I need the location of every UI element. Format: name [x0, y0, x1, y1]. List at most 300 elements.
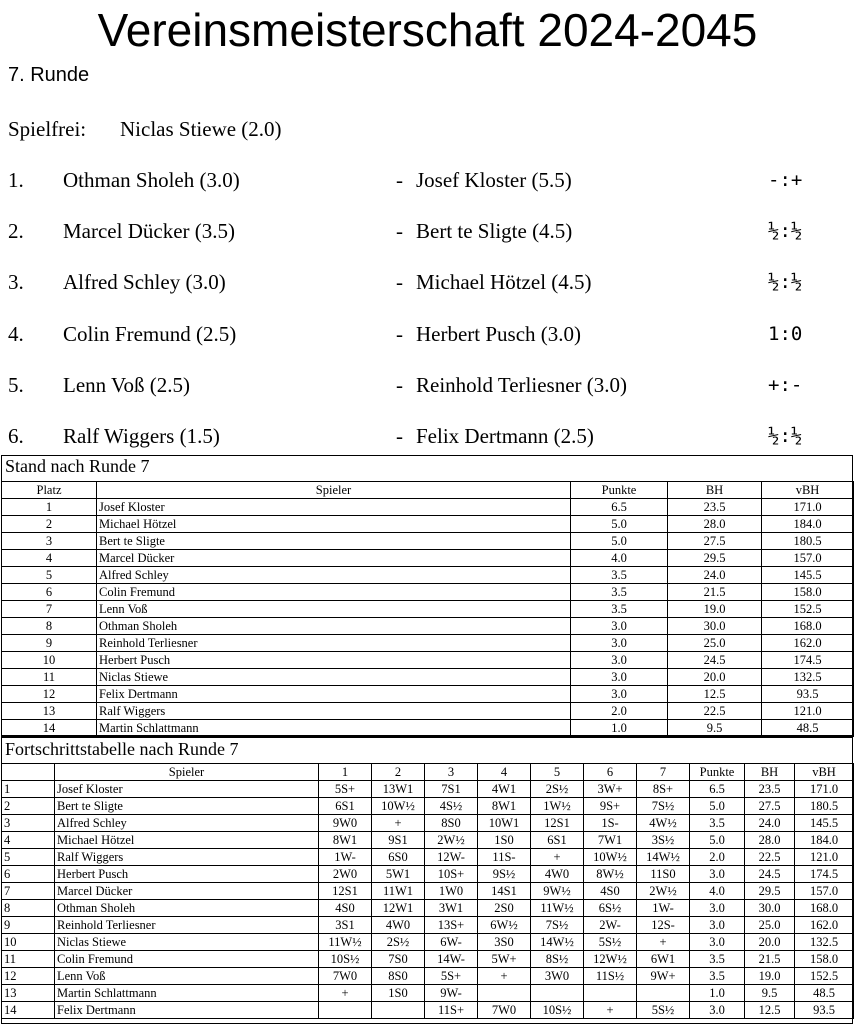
table-cell: 14W½ — [637, 849, 690, 866]
table-cell: 7W1 — [584, 832, 637, 849]
table-cell: 23.5 — [745, 781, 795, 798]
column-header: Spieler — [97, 482, 571, 499]
pairing-row — [0, 218, 855, 244]
table-cell: 3.5 — [571, 567, 668, 584]
table-cell: 184.0 — [795, 832, 854, 849]
table-cell: 14W½ — [531, 934, 584, 951]
column-header: 4 — [478, 764, 531, 781]
table-cell: 4S0 — [584, 883, 637, 900]
table-cell: 5W1 — [372, 866, 425, 883]
column-header: 6 — [584, 764, 637, 781]
table-cell: 2W0 — [319, 866, 372, 883]
pairing-row — [0, 167, 855, 193]
table-row — [2, 516, 854, 533]
table-cell: 2W½ — [637, 883, 690, 900]
table-cell: 3 — [2, 533, 97, 550]
pairing-dash: - — [396, 168, 403, 192]
table-row — [2, 917, 854, 934]
pairing-row — [0, 321, 855, 347]
player-name-cell: Martin Schlattmann — [97, 720, 571, 737]
table-cell: 12W½ — [584, 951, 637, 968]
table-cell: 7S½ — [637, 798, 690, 815]
table-cell — [584, 985, 637, 1002]
table-cell: 13S+ — [425, 917, 478, 934]
table-cell: 3 — [2, 815, 55, 832]
table-row — [2, 635, 854, 652]
table-cell: 9S+ — [584, 798, 637, 815]
table-cell: 4 — [2, 832, 55, 849]
table-cell: 6.5 — [571, 499, 668, 516]
table-cell: 7W0 — [319, 968, 372, 985]
table-cell: 4 — [2, 550, 97, 567]
table-cell: 162.0 — [762, 635, 854, 652]
table-cell: 5S½ — [637, 1002, 690, 1019]
table-cell: 5.0 — [571, 533, 668, 550]
player-name-cell: Othman Sholeh — [97, 618, 571, 635]
player-name-cell: Josef Kloster — [55, 781, 319, 798]
table-cell: 162.0 — [795, 917, 854, 934]
table-cell: 8S+ — [637, 781, 690, 798]
table-cell: 3.0 — [690, 934, 745, 951]
table-cell: 30.0 — [668, 618, 762, 635]
table-cell: 12W1 — [372, 900, 425, 917]
table-row — [2, 703, 854, 720]
table-cell: 3S½ — [637, 832, 690, 849]
table-cell: 13 — [2, 985, 55, 1002]
table-cell: 3.0 — [571, 618, 668, 635]
table-cell: 13W1 — [372, 781, 425, 798]
table-cell: 8 — [2, 900, 55, 917]
table-row — [2, 550, 854, 567]
table-cell: 3.0 — [571, 652, 668, 669]
table-cell: 1S- — [584, 815, 637, 832]
column-header: BH — [745, 764, 795, 781]
table-cell: 3.0 — [571, 686, 668, 703]
table-cell: 2S0 — [478, 900, 531, 917]
table-cell: 8S0 — [372, 968, 425, 985]
table-cell: 9W- — [425, 985, 478, 1002]
table-cell: 5 — [2, 567, 97, 584]
table-cell: 9.5 — [745, 985, 795, 1002]
table-cell: 6S0 — [372, 849, 425, 866]
column-header: Punkte — [571, 482, 668, 499]
table-cell: 6S1 — [531, 832, 584, 849]
table-cell: 10 — [2, 652, 97, 669]
table-cell: 9W½ — [531, 883, 584, 900]
table-cell: 11S+ — [425, 1002, 478, 1019]
table-cell: 10W½ — [584, 849, 637, 866]
pairing-dash: - — [396, 372, 403, 397]
table-cell: 2.0 — [571, 703, 668, 720]
table-cell: 5S+ — [319, 781, 372, 798]
table-cell: 14 — [2, 720, 97, 737]
table-cell: 12S1 — [319, 883, 372, 900]
table-cell: 24.0 — [745, 815, 795, 832]
pairing-number: 6. — [8, 424, 24, 448]
table-cell: 4S½ — [425, 798, 478, 815]
table-cell: 6W- — [425, 934, 478, 951]
table-cell: 7W0 — [478, 1002, 531, 1019]
table-cell: 29.5 — [745, 883, 795, 900]
player-name-cell: Herbert Pusch — [55, 866, 319, 883]
table-cell — [637, 985, 690, 1002]
table-cell: 7 — [2, 883, 55, 900]
table-row — [2, 934, 854, 951]
table-cell: 3.5 — [690, 968, 745, 985]
table-cell: 7 — [2, 601, 97, 618]
table-cell: 12.5 — [668, 686, 762, 703]
table-cell: 12S1 — [531, 815, 584, 832]
table-cell: 2 — [2, 516, 97, 533]
table-cell — [531, 985, 584, 1002]
table-cell: 12.5 — [745, 1002, 795, 1019]
player-name-cell: Othman Sholeh — [55, 900, 319, 917]
column-header: 5 — [531, 764, 584, 781]
player-name-cell: Michael Hötzel — [97, 516, 571, 533]
table-cell: 11S½ — [584, 968, 637, 985]
table-cell: 7S0 — [372, 951, 425, 968]
table-cell — [319, 1002, 372, 1019]
table-cell: 5S½ — [584, 934, 637, 951]
table-cell: 184.0 — [762, 516, 854, 533]
table-cell: 25.0 — [745, 917, 795, 934]
table-cell: 10 — [2, 934, 55, 951]
table-cell: 14W- — [425, 951, 478, 968]
column-header: 7 — [637, 764, 690, 781]
player-name-cell: Bert te Sligte — [55, 798, 319, 815]
table-cell: 4W½ — [637, 815, 690, 832]
table-cell: 8 — [2, 618, 97, 635]
table-cell: 180.5 — [762, 533, 854, 550]
table-cell: 24.0 — [668, 567, 762, 584]
pairing-row — [0, 372, 855, 398]
table-cell: 152.5 — [795, 968, 854, 985]
player-name-cell: Lenn Voß — [55, 968, 319, 985]
progress-table — [1, 763, 854, 1019]
table-cell: 2.0 — [690, 849, 745, 866]
column-header: 3 — [425, 764, 478, 781]
table-cell: 2S½ — [372, 934, 425, 951]
table-cell: 121.0 — [762, 703, 854, 720]
column-header — [2, 764, 55, 781]
player-name-cell: Josef Kloster — [97, 499, 571, 516]
pairing-number: 5. — [8, 372, 24, 397]
table-row — [2, 968, 854, 985]
table-cell: 6 — [2, 866, 55, 883]
table-cell: 4W0 — [372, 917, 425, 934]
table-cell: 6 — [2, 584, 97, 601]
column-header: vBH — [762, 482, 854, 499]
table-cell: 3.0 — [571, 669, 668, 686]
table-cell: 2W½ — [425, 832, 478, 849]
round-label: 7. Runde — [8, 64, 90, 86]
table-cell: 4S0 — [319, 900, 372, 917]
table-cell: 30.0 — [745, 900, 795, 917]
player-name-cell: Martin Schlattmann — [55, 985, 319, 1002]
pairing-row — [0, 269, 855, 295]
table-cell: 11S- — [478, 849, 531, 866]
player-name-cell: Reinhold Terliesner — [55, 917, 319, 934]
table-cell: 11W½ — [531, 900, 584, 917]
table-row — [2, 849, 854, 866]
table-cell: 158.0 — [762, 584, 854, 601]
pairing-number: 3. — [8, 270, 24, 295]
table-row — [2, 720, 854, 737]
table-cell: 12 — [2, 686, 97, 703]
bye-label: Spielfrei: — [8, 117, 87, 141]
black-player: Michael Hötzel (4.5) — [416, 270, 592, 295]
table-cell: 10S+ — [425, 866, 478, 883]
table-cell: 1 — [2, 781, 55, 798]
table-cell: 7S½ — [531, 917, 584, 934]
table-cell: 5.0 — [571, 516, 668, 533]
table-cell: 19.0 — [745, 968, 795, 985]
white-player: Ralf Wiggers (1.5) — [63, 424, 220, 448]
bye-player: Niclas Stiewe (2.0) — [120, 117, 282, 141]
table-cell: 12S- — [637, 917, 690, 934]
table-row — [2, 533, 854, 550]
table-cell: 1S0 — [478, 832, 531, 849]
table-cell: 9.5 — [668, 720, 762, 737]
black-player: Felix Dertmann (2.5) — [416, 424, 594, 448]
player-name-cell: Marcel Dücker — [97, 550, 571, 567]
pairing-result: 1:0 — [768, 322, 803, 345]
table-cell: + — [478, 968, 531, 985]
table-cell: 10S½ — [319, 951, 372, 968]
player-name-cell: Felix Dertmann — [97, 686, 571, 703]
table-row — [2, 1002, 854, 1019]
black-player: Josef Kloster (5.5) — [416, 168, 572, 192]
table-cell: 11 — [2, 951, 55, 968]
table-cell: 5.0 — [690, 798, 745, 815]
standings-title: Stand nach Runde 7 — [5, 456, 150, 476]
table-cell: 1.0 — [690, 985, 745, 1002]
table-row — [2, 798, 854, 815]
table-cell: 157.0 — [762, 550, 854, 567]
page-title: Vereinsmeisterschaft 2024-2045 — [97, 4, 758, 56]
table-cell: 174.5 — [795, 866, 854, 883]
table-cell: 1.0 — [571, 720, 668, 737]
table-row — [2, 985, 854, 1002]
table-cell: 6W1 — [637, 951, 690, 968]
player-name-cell: Felix Dertmann — [55, 1002, 319, 1019]
pairing-result: +:- — [768, 373, 803, 396]
column-header: Platz — [2, 482, 97, 499]
pairing-result: ½:½ — [768, 271, 803, 294]
table-cell: 4.0 — [690, 883, 745, 900]
player-name-cell: Alfred Schley — [97, 567, 571, 584]
table-cell: + — [584, 1002, 637, 1019]
pairing-dash: - — [396, 321, 403, 346]
table-cell: 12W- — [425, 849, 478, 866]
player-name-cell: Lenn Voß — [97, 601, 571, 618]
black-player: Herbert Pusch (3.0) — [416, 321, 582, 346]
column-header: Punkte — [690, 764, 745, 781]
table-cell: 9 — [2, 917, 55, 934]
table-cell: 8W1 — [319, 832, 372, 849]
player-name-cell: Ralf Wiggers — [97, 703, 571, 720]
table-cell: 145.5 — [762, 567, 854, 584]
table-cell: 9W0 — [319, 815, 372, 832]
table-cell: 171.0 — [762, 499, 854, 516]
table-cell: 1W- — [637, 900, 690, 917]
table-cell: 6S1 — [319, 798, 372, 815]
table-cell: 9S½ — [478, 866, 531, 883]
table-cell: 21.5 — [668, 584, 762, 601]
pairing-number: 4. — [8, 321, 24, 346]
table-cell: 6W½ — [478, 917, 531, 934]
table-cell: 20.0 — [745, 934, 795, 951]
pairing-row — [0, 423, 855, 449]
bye-line — [8, 116, 282, 142]
table-cell: 6.5 — [690, 781, 745, 798]
table-cell: 6S½ — [584, 900, 637, 917]
table-cell: 11W1 — [372, 883, 425, 900]
table-cell: 168.0 — [795, 900, 854, 917]
table-cell: 11 — [2, 669, 97, 686]
table-cell: 22.5 — [745, 849, 795, 866]
player-name-cell: Niclas Stiewe — [97, 669, 571, 686]
column-header: 2 — [372, 764, 425, 781]
white-player: Marcel Dücker (3.5) — [63, 219, 235, 244]
table-cell: 8S½ — [531, 951, 584, 968]
table-cell: 19.0 — [668, 601, 762, 618]
player-name-cell: Colin Fremund — [97, 584, 571, 601]
table-cell: + — [372, 815, 425, 832]
table-row — [2, 584, 854, 601]
table-cell: 93.5 — [795, 1002, 854, 1019]
column-header: Spieler — [55, 764, 319, 781]
table-cell: + — [637, 934, 690, 951]
table-cell: 8W1 — [478, 798, 531, 815]
pairing-result: ½:½ — [768, 220, 803, 243]
white-player: Lenn Voß (2.5) — [63, 372, 190, 397]
table-cell: 2W- — [584, 917, 637, 934]
player-name-cell: Niclas Stiewe — [55, 934, 319, 951]
pairing-dash: - — [396, 219, 403, 244]
table-cell: 3.5 — [690, 951, 745, 968]
pairing-dash: - — [396, 270, 403, 295]
table-cell: 25.0 — [668, 635, 762, 652]
table-cell: 1W½ — [531, 798, 584, 815]
table-cell: 5 — [2, 849, 55, 866]
table-cell: 132.5 — [762, 669, 854, 686]
table-cell: 168.0 — [762, 618, 854, 635]
pairing-result: -:+ — [768, 169, 803, 191]
player-name-cell: Alfred Schley — [55, 815, 319, 832]
table-cell: 9S1 — [372, 832, 425, 849]
table-cell: 145.5 — [795, 815, 854, 832]
table-cell: 11W½ — [319, 934, 372, 951]
table-cell: 20.0 — [668, 669, 762, 686]
white-player: Alfred Schley (3.0) — [63, 270, 226, 295]
table-cell: 14 — [2, 1002, 55, 1019]
pairing-number: 2. — [8, 219, 24, 244]
column-header: 1 — [319, 764, 372, 781]
table-cell: 11S0 — [637, 866, 690, 883]
table-row — [2, 567, 854, 584]
table-cell: 23.5 — [668, 499, 762, 516]
table-cell: 3S0 — [478, 934, 531, 951]
player-name-cell: Colin Fremund — [55, 951, 319, 968]
table-cell: 48.5 — [795, 985, 854, 1002]
table-cell: 9W+ — [637, 968, 690, 985]
table-cell: 24.5 — [745, 866, 795, 883]
table-row — [2, 601, 854, 618]
table-cell: 28.0 — [668, 516, 762, 533]
table-cell: 13 — [2, 703, 97, 720]
table-row — [2, 618, 854, 635]
table-cell — [372, 1002, 425, 1019]
table-cell: 180.5 — [795, 798, 854, 815]
player-name-cell: Bert te Sligte — [97, 533, 571, 550]
pairing-number: 1. — [8, 168, 24, 192]
table-cell: 157.0 — [795, 883, 854, 900]
table-cell: 10S½ — [531, 1002, 584, 1019]
white-player: Colin Fremund (2.5) — [63, 321, 237, 346]
table-cell: 3.0 — [571, 635, 668, 652]
table-cell: 3.0 — [690, 917, 745, 934]
table-cell: 3.0 — [690, 866, 745, 883]
table-cell: + — [531, 849, 584, 866]
table-cell: 3W+ — [584, 781, 637, 798]
table-cell: 3S1 — [319, 917, 372, 934]
table-cell: 4.0 — [571, 550, 668, 567]
table-cell: 21.5 — [745, 951, 795, 968]
table-cell: 152.5 — [762, 601, 854, 618]
table-row — [2, 815, 854, 832]
table-cell: 8S0 — [425, 815, 478, 832]
table-cell: 10W½ — [372, 798, 425, 815]
player-name-cell: Ralf Wiggers — [55, 849, 319, 866]
table-cell: 1 — [2, 499, 97, 516]
table-cell: 2 — [2, 798, 55, 815]
table-cell: 3W1 — [425, 900, 478, 917]
standings-table — [1, 481, 854, 737]
player-name-cell: Reinhold Terliesner — [97, 635, 571, 652]
column-header: BH — [668, 482, 762, 499]
table-row — [2, 652, 854, 669]
table-cell — [478, 985, 531, 1002]
table-row — [2, 883, 854, 900]
table-row — [2, 866, 854, 883]
black-player: Reinhold Terliesner (3.0) — [416, 372, 628, 397]
table-cell: 27.5 — [745, 798, 795, 815]
table-cell: 8W½ — [584, 866, 637, 883]
table-cell: 1W0 — [425, 883, 478, 900]
progress-title: Fortschrittstabelle nach Runde 7 — [5, 739, 239, 759]
table-row — [2, 499, 854, 516]
table-cell: 4W1 — [478, 781, 531, 798]
table-cell: 1S0 — [372, 985, 425, 1002]
player-name-cell: Marcel Dücker — [55, 883, 319, 900]
table-cell: 3.5 — [690, 815, 745, 832]
table-cell: 12 — [2, 968, 55, 985]
table-cell: 29.5 — [668, 550, 762, 567]
table-cell: 3.0 — [690, 900, 745, 917]
table-cell: 3.0 — [690, 1002, 745, 1019]
black-player: Bert te Sligte (4.5) — [416, 219, 573, 244]
table-cell: 48.5 — [762, 720, 854, 737]
table-cell: 24.5 — [668, 652, 762, 669]
table-cell: 7S1 — [425, 781, 478, 798]
table-cell: + — [319, 985, 372, 1002]
table-cell: 5.0 — [690, 832, 745, 849]
player-name-cell: Herbert Pusch — [97, 652, 571, 669]
pairing-dash: - — [396, 424, 403, 448]
table-cell: 27.5 — [668, 533, 762, 550]
table-row — [2, 781, 854, 798]
